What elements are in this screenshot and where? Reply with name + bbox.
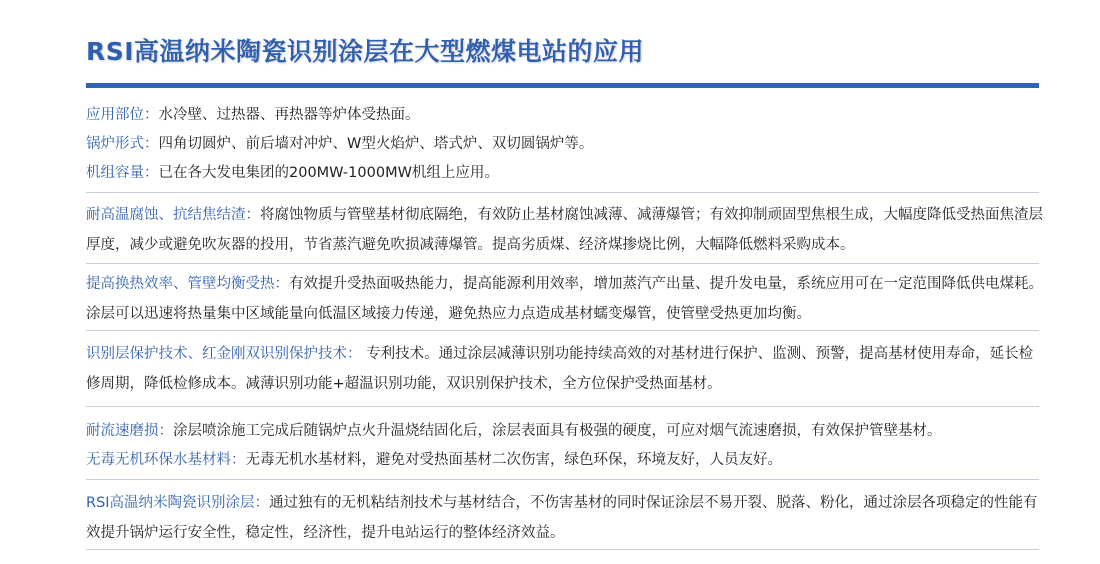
section-heat-transfer bbox=[86, 269, 1046, 329]
heat-transfer-label: 提高换热效率、管壁均衡受热： bbox=[86, 276, 289, 292]
info-row-application bbox=[86, 104, 1036, 126]
boiler-type-text: 四角切圆炉、前后墙对冲炉、W型火焰炉、塔式炉、双切圆锅炉等。 bbox=[158, 136, 594, 152]
divider bbox=[86, 479, 1039, 480]
divider bbox=[86, 330, 1039, 331]
section-identification bbox=[86, 339, 1046, 399]
eco-material-label: 无毒无机环保水基材料： bbox=[86, 452, 246, 468]
info-row-capacity bbox=[86, 162, 1036, 184]
rsi-coating-text: 通过独有的无机粘结剂技术与基材结合，不伤害基材的同时保证涂层不易开裂、脱落、粉化，通过涂层各项稳定的性能有效提升锅炉运行安全性，稳定性，经济性，提升电站运行的整体经济效益。 bbox=[86, 495, 1038, 541]
capacity-label: 机组容量： bbox=[86, 165, 159, 181]
rsi-coating-label: RSI高温纳米陶瓷识别涂层： bbox=[86, 495, 270, 511]
capacity-text: 已在各大发电集团的200MW-1000MW机组上应用。 bbox=[158, 165, 499, 181]
section-rsi-coating bbox=[86, 488, 1046, 548]
wear-label: 耐流速磨损： bbox=[86, 423, 173, 439]
title-underline bbox=[86, 83, 1039, 88]
application-text: 水冷壁、过热器、再热器等炉体受热面。 bbox=[158, 107, 420, 123]
divider bbox=[86, 263, 1039, 264]
corrosion-label: 耐高温腐蚀、抗结焦结渣： bbox=[86, 207, 260, 223]
section-corrosion bbox=[86, 200, 1046, 260]
info-row-boiler-type bbox=[86, 133, 1036, 155]
divider bbox=[86, 406, 1039, 407]
section-eco-material bbox=[86, 449, 1036, 471]
divider bbox=[86, 192, 1039, 193]
identification-text: 专利技术。通过涂层减薄识别功能持续高效的对基材进行保护、监测、预警，提高基材使用寿命，延长检修周期，降低检修成本。减薄识别功能+超温识别功能，双识别保护技术，全方位保护受热面基材。 bbox=[86, 346, 1034, 392]
divider bbox=[86, 549, 1039, 550]
identification-label: 识别层保护技术、红金刚双识别保护技术： bbox=[86, 346, 362, 362]
page-title: RSI高温纳米陶瓷识别涂层在大型燃煤电站的应用 bbox=[86, 37, 645, 66]
wear-text: 涂层喷涂施工完成后随锅炉点火升温烧结固化后，涂层表面具有极强的硬度，可应对烟气流速磨损，有效保护管壁基材。 bbox=[173, 423, 942, 439]
eco-material-text: 无毒无机水基材料，避免对受热面基材二次伤害，绿色环保，环境友好，人员友好。 bbox=[245, 452, 782, 468]
boiler-type-label: 锅炉形式： bbox=[86, 136, 159, 152]
application-label: 应用部位： bbox=[86, 107, 159, 123]
corrosion-text: 将腐蚀物质与管壁基材彻底隔绝，有效防止基材腐蚀减薄、减薄爆管；有效抑制顽固型焦根生成，大幅度降低受热面焦渣层厚度，减少或避免吹灰器的投用，节省蒸汽避免吹损减薄爆管。提高劣质煤、经济煤掺烧比例，大幅降低燃料采购成本。 bbox=[86, 207, 1043, 253]
section-wear bbox=[86, 420, 1036, 442]
heat-transfer-text: 有效提升受热面吸热能力，提高能源利用效率，增加蒸汽产出量、提升发电量，系统应用可在一定范围降低供电煤耗。涂层可以迅速将热量集中区域能量向低温区域接力传递，避免热应力点造成基材蠕变爆管，使管壁受热更加均衡。 bbox=[86, 276, 1043, 322]
